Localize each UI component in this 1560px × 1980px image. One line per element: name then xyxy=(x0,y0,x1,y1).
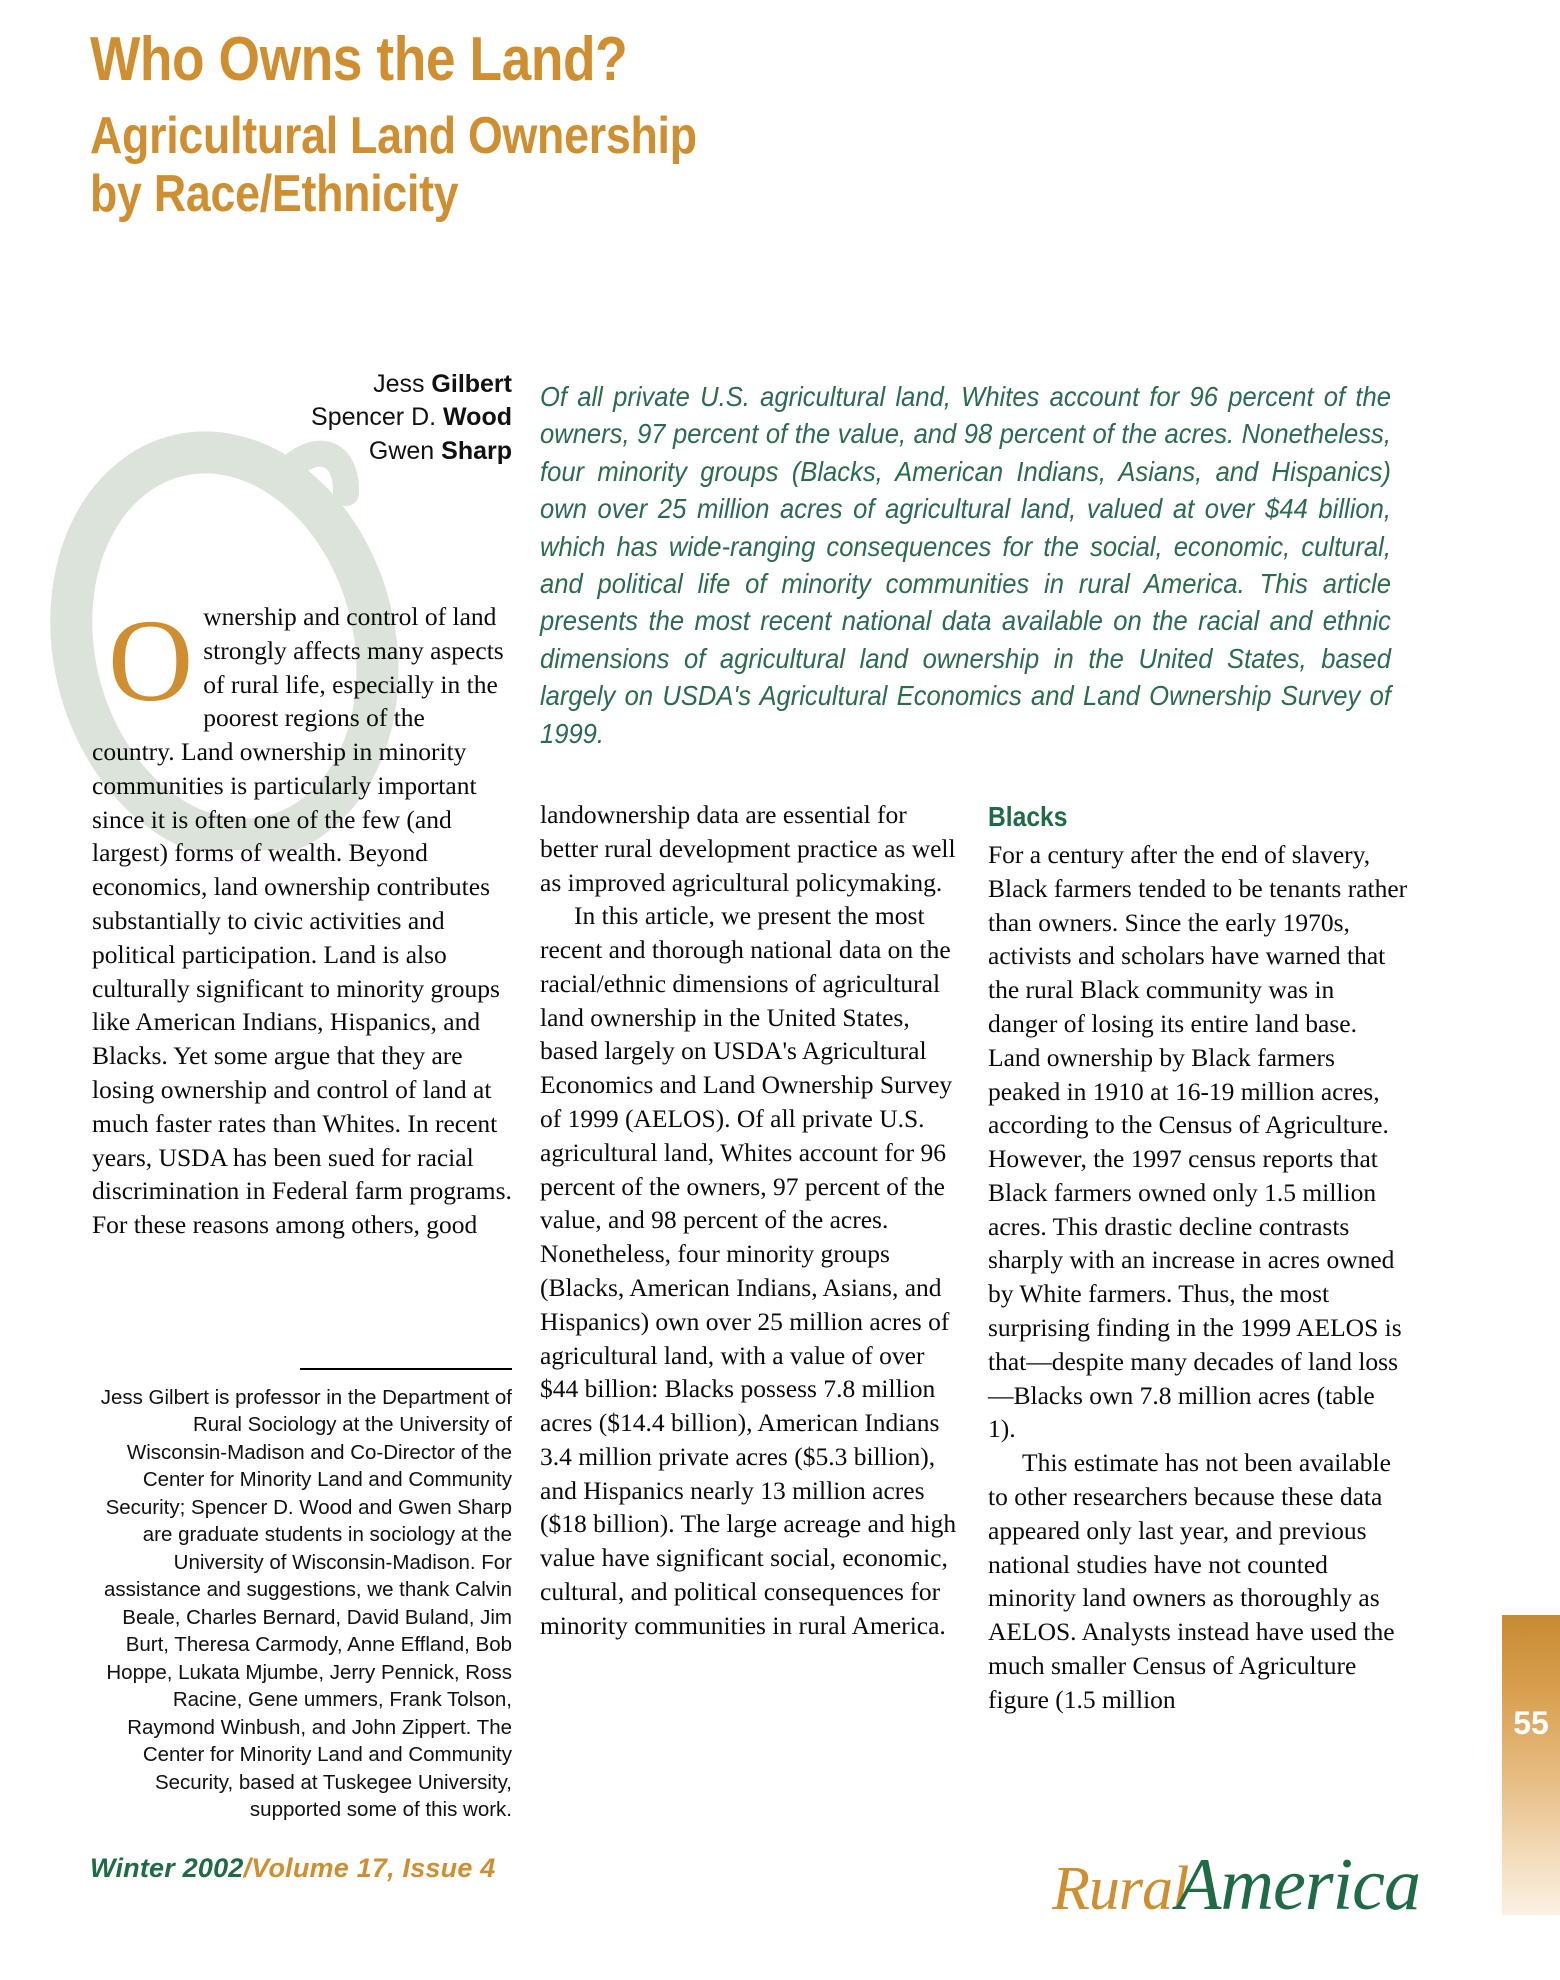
footnote-divider xyxy=(300,1368,512,1370)
section-heading-blacks: Blacks xyxy=(988,801,1068,832)
drop-cap: O xyxy=(108,595,194,726)
page-subtitle-line-1: Agricultural Land Ownership xyxy=(90,107,697,166)
author-last-name: Sharp xyxy=(441,436,512,465)
paragraph: For a century after the end of slavery, Black farmers tended to be tenants rather than owners. Since the early 1970s, activists and scholars have warned that the rural Black community was in danger of losing its entire land base. Land ownership by Black farmers peaked in 1910 at 16-19 million acres, according to the Census of Agriculture. However, the 1997 census reports that Black farmers owned only 1.5 million acres. This drastic decline contrasts sharply with an increase in acres owned by White farmers. Thus, the most surprising finding in the 1999 AELOS is that—despite many decades of land loss—Blacks own 7.8 million acres (table 1). xyxy=(988,840,1408,1444)
author-first-name: Jess xyxy=(373,370,432,398)
author-list xyxy=(212,368,512,468)
body-column-1 xyxy=(92,595,512,1242)
logo-word-america: America xyxy=(1176,1844,1420,1926)
page-subtitle-line-2: by Race/Ethnicity xyxy=(90,165,459,224)
abstract-text: Of all private U.S. agricultural land, Whites account for 96 percent of the owners, 97 percent of the value, and 98 percent of the acres. Nonetheless, four minority groups (Blacks, American Indians, Asians, and Hispanics) own over 25 million acres of agricultural land, valued at over $44 billion, which has wide-ranging consequences for the social, economic, cultural, and political life of minority communities in rural America. This article presents the most recent national data available on the racial and ethnic dimensions of agricultural land ownership in the United States, based largely on USDA's Agricultural Economics and Land Ownership Survey of 1999. xyxy=(540,381,1391,749)
issue-volume: /Volume 17, Issue 4 xyxy=(243,1853,496,1883)
paragraph: wnership and control of land strongly affects many aspects of rural life, especially in the poorest regions of the country. Land ownership in minority communities is particularly important since it is often one of the few (and largest) forms of wealth. Beyond economics, land ownership contributes substantially to civic activities and political participation. Land is also culturally significant to minority groups like American Indians, Hispanics, and Blacks. Yet some argue that they are losing ownership and control of land at much faster rates than Whites. In recent years, USDA has been sued for racial discrimination in Federal farm programs. For these reasons among others, good xyxy=(92,602,512,1240)
paragraph: This estimate has not been available to other researchers because these data appeared only last year, and previous national studies have not counted minority land owners as thoroughly as AELOS. Analysts instead have used the much smaller Census of Agriculture figure (1.5 million xyxy=(988,1448,1395,1714)
page-number: 55 xyxy=(1513,1705,1549,1741)
author-last-name: Wood xyxy=(443,403,512,432)
author-first-name: Spencer D. xyxy=(311,403,444,432)
body-column-3 xyxy=(988,798,1408,1716)
author-entry xyxy=(212,401,512,434)
paragraph: landownership data are essential for better rural development practice as well as improved agricultural policymaking. xyxy=(540,800,956,897)
page-number-tab xyxy=(1502,1615,1560,1915)
page-subtitle xyxy=(90,107,950,223)
author-entry xyxy=(212,435,512,468)
author-bio-footnote xyxy=(92,1368,512,1824)
issue-line xyxy=(90,1853,495,1884)
logo-word-rural: Rural xyxy=(1052,1855,1189,1923)
masthead xyxy=(90,25,1090,224)
author-last-name: Gilbert xyxy=(431,370,512,398)
paragraph: In this article, we present the most recent and thorough national data on the racial/ethnic dimensions of agricultural land ownership in the United States, based largely on USDA's Agricultural Economics and Land Ownership Survey of 1999 (AELOS). Of all private U.S. agricultural land, Whites account for 96 percent of the owners, 97 percent of the value, and 98 percent of the acres. Nonetheless, four minority groups (Blacks, American Indians, Asians, and Hispanics) own over 25 million acres of agricultural land, with a value of over $44 billion: Blacks possess 7.8 million acres ($14.4 billion), American Indians 3.4 million private acres ($5.3 billion), and Hispanics nearly 13 million acres ($18 billion). The large acreage and high value have significant social, economic, cultural, and political consequences for minority communities in rural America. xyxy=(540,901,957,1640)
rural-america-logo xyxy=(1052,1844,1420,1926)
page-title: Who Owns the Land? xyxy=(90,25,628,94)
author-first-name: Gwen xyxy=(368,436,442,465)
footnote-text: Jess Gilbert is professor in the Department of Rural Sociology at the University of Wisconsin-Madison and Co-Director of the Center for Minority Land and Community Security; Spencer D. Wood and Gwen Sharp are graduate students in sociology at the University of Wisconsin-Madison. For assistance and suggestions, we thank Calvin Beale, Charles Bernard, David Buland, Jim Burt, Theresa Carmody, Anne Effland, Bob Hoppe, Lukata Mjumbe, Jerry Pennick, Ross Racine, Gene ummers, Frank Tolson, Raymond Winbush, and John Zippert. The Center for Minority Land and Community Security, based at Tuskegee University, supported some of this work. xyxy=(100,1386,512,1822)
issue-season: Winter 2002 xyxy=(90,1853,244,1883)
body-column-2 xyxy=(540,798,960,1643)
author-entry xyxy=(212,368,512,401)
